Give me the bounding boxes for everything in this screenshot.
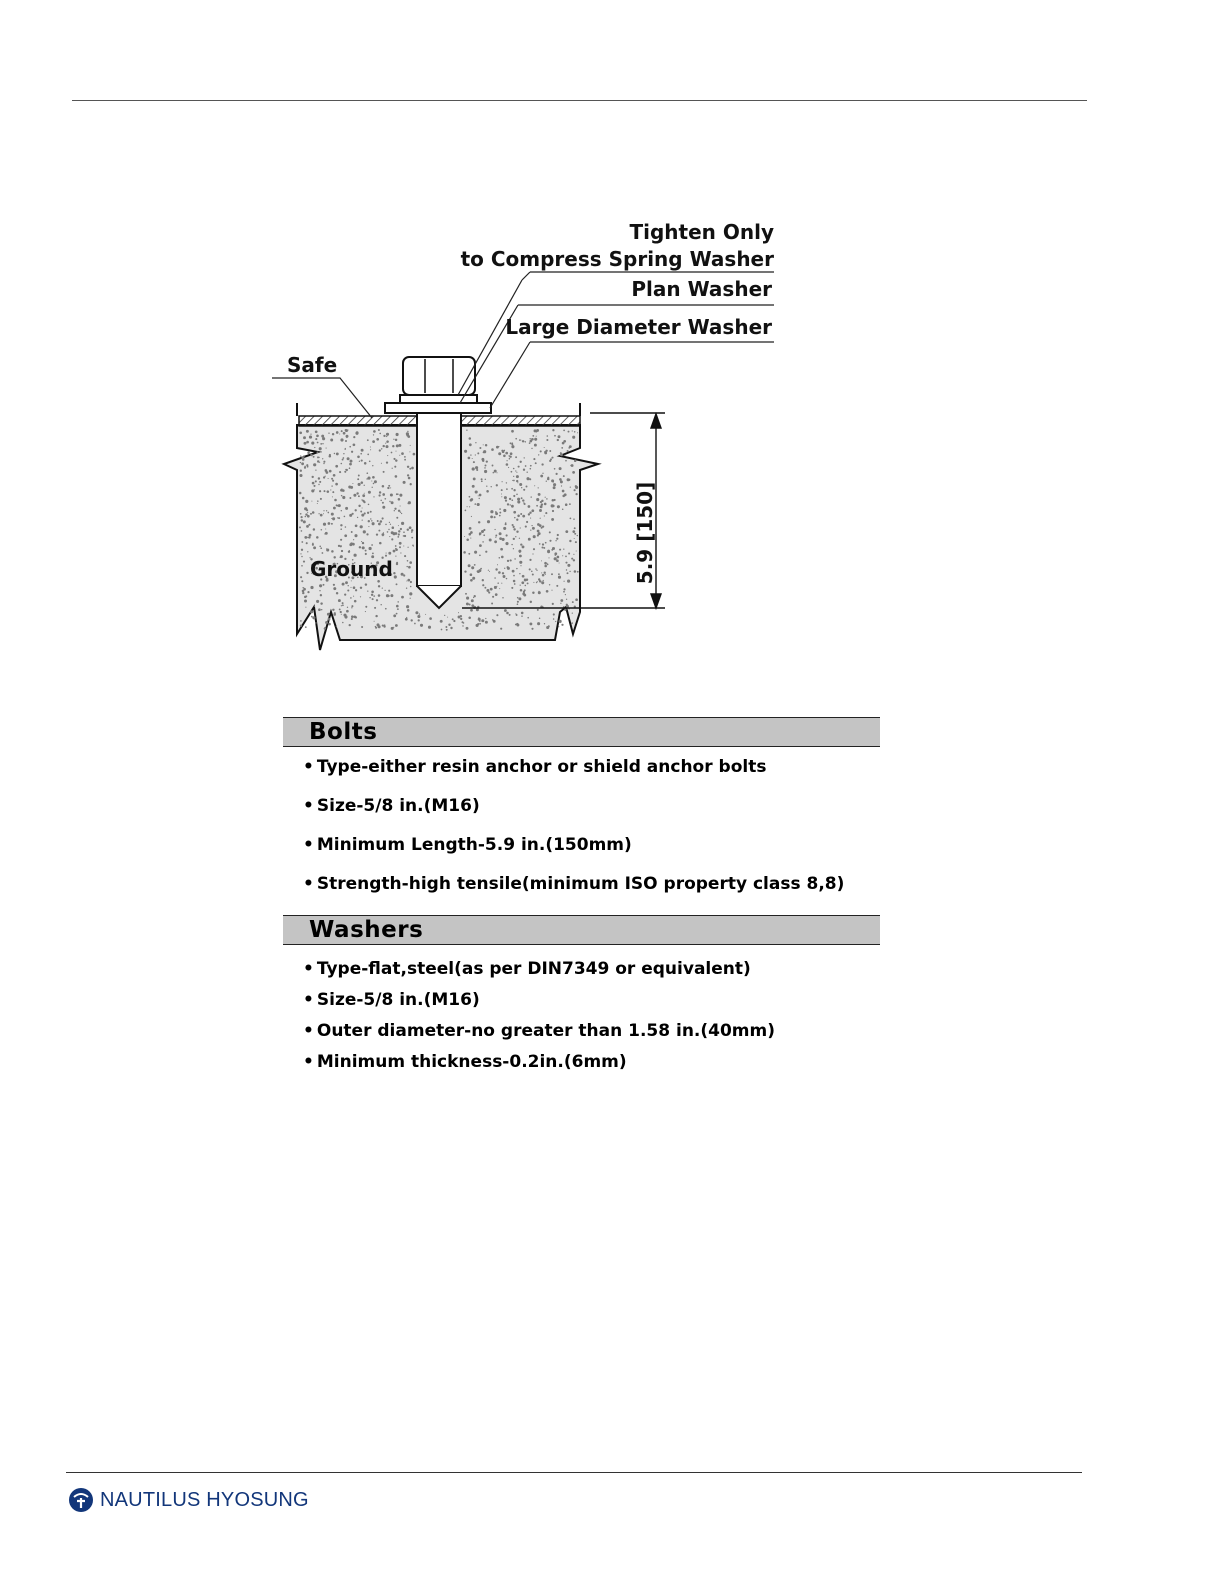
washers-item: • Outer diameter-no greater than 1.58 in.(40mm) <box>303 1019 880 1050</box>
washers-item: • Size-5/8 in.(M16) <box>303 988 880 1019</box>
large-diameter-washer-label: Large Diameter Washer <box>505 315 772 339</box>
bolts-item: • Minimum Length-5.9 in.(150mm) <box>303 833 880 872</box>
bolts-item: • Strength-high tensile(minimum ISO property class 8,8) <box>303 872 880 911</box>
bolts-spec-section <box>283 717 880 911</box>
compress-spring-washer-label: to Compress Spring Washer <box>460 247 774 271</box>
washers-title: Washers <box>309 917 424 943</box>
bolts-item: • Type-either resin anchor or shield anchor bolts <box>303 755 880 794</box>
brand-name: NAUTILUS HYOSUNG <box>100 1488 309 1511</box>
washers-spec-section <box>283 915 880 1081</box>
tighten-only-label: Tighten Only <box>629 220 774 244</box>
washers-item: • Minimum thickness-0.2in.(6mm) <box>303 1050 880 1081</box>
company-logo <box>68 1487 309 1513</box>
bolts-header <box>283 717 880 747</box>
depth-dimension-label: 5.9 [150] <box>633 481 657 585</box>
safe-label: Safe <box>287 353 338 377</box>
ground-label: Ground <box>310 557 393 581</box>
bolts-list <box>283 755 880 911</box>
footer-rule <box>66 1472 1082 1473</box>
bolts-item: • Size-5/8 in.(M16) <box>303 794 880 833</box>
bolts-title: Bolts <box>309 719 378 745</box>
nautilus-hyosung-logo-icon <box>68 1487 94 1513</box>
plan-washer-label: Plan Washer <box>631 277 772 301</box>
washers-list <box>283 957 880 1081</box>
anchor-bolt-diagram <box>0 0 1225 700</box>
washers-item: • Type-flat,steel(as per DIN7349 or equivalent) <box>303 957 880 988</box>
washers-header <box>283 915 880 945</box>
